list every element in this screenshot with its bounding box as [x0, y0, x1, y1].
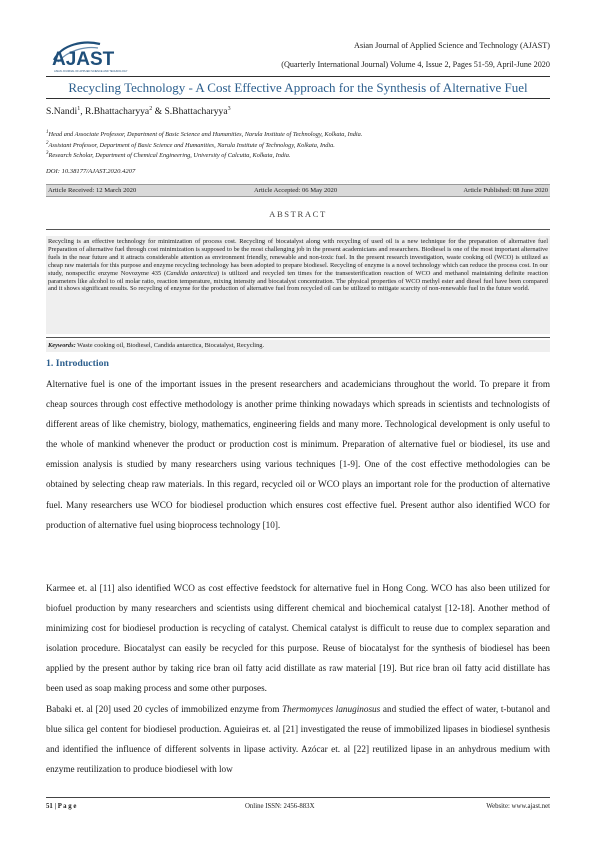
page-label: P a g e	[57, 803, 77, 810]
keywords	[48, 342, 264, 349]
website-link[interactable]: Website: www.ajast.net	[486, 803, 550, 810]
date-published: Article Published: 08 June 2020	[463, 186, 548, 194]
affiliation-line	[46, 140, 362, 151]
article-dates-bar	[46, 184, 550, 197]
journal-issue: (Quarterly International Journal) Volume 4, Issue 2, Pages 51-59, April-June 2020	[281, 60, 550, 69]
author-name: R.Bhattacharyya	[84, 106, 150, 118]
affiliation-line	[46, 129, 362, 140]
issn: Online ISSN: 2456-883X	[245, 803, 315, 810]
paragraph-text-part: and studied the effect of water, t-butanol and blue silica gel content for biodiesel production. Aguieiras et. al [21] investigated the reuse of immobilized lipases in biodiesel synthesis and identified the influence of different solvents in lipase activity. Azócar et. al [22] reutilized lipase in an anhydrous medium with enzyme reutilization to produce biodiesel with low	[46, 704, 550, 775]
abstract-text-part: ) is utilized and recycled ten times for the transesterification reaction of WCO and methanol maintaining definite reaction parameters like alcohol to oil molar ratio, reaction temperature, mixing intensity and biocatalyst concentration. The physical properties of WCO methyl ester and diesel fuel have been compared and it shows significant results. So recycling of enzyme for the production of alternative fuel from recycled oil can be utilized to mitigate scarcity of non-renewable fuel in the future world.	[48, 269, 548, 293]
keywords-list: Waste cooking oil, Biodiesel, Candida antarctica, Biocatalyst, Recycling.	[75, 342, 265, 349]
abstract-text-part: Recycling is an effective technology for minimization of process cost. Recycling of biocatalyst along with recycling of used oil is a new technique for the preparation of alternative fuel Preparation of alternative fuel through cost minimization is supposed to be the most challenging job in the present academicians and researchers. Biodiesel is one of the most important alternative fuels in the near future and it attracts considerable attention as environment friendly, renewable and non-toxic fuel. In the present research investigation, waste cooking oil (WCO) is utilized as cheap raw materials for this purpose and enzyme recycling technology has been adopted to prepare biodiesel. Recycling of enzyme is a novel technology which can reduce the process cost. In our study, nonspecific enzyme Novozyme 435 (	[48, 238, 548, 277]
page-number	[46, 803, 76, 810]
affiliation-number: 1	[46, 130, 49, 135]
author-superscript: 2	[149, 106, 153, 112]
abstract-heading: ABSTRACT	[269, 209, 327, 219]
journal-logo	[48, 38, 148, 74]
journal-name: Asian Journal of Applied Science and Technology (AJAST)	[354, 41, 550, 50]
keywords-label: Keywords:	[48, 342, 76, 349]
paper-title: Recycling Technology - A Cost Effective Approach for the Synthesis of Alternative Fuel	[68, 80, 528, 95]
keywords-rule	[46, 337, 550, 338]
affiliation-line	[46, 150, 362, 161]
abstract-rule	[46, 229, 550, 230]
paragraph: Karmee et. al [11] also identified WCO as cost effective feedstock for alternative fuel in Hong Cong. WCO has also been utilized for biofuel production by many researchers and scientists using different chemical and biochemical catalyst [12-18]. Another method of minimizing cost for biodiesel production is recycling of catalyst. Chemical catalyst is difficult to reuse due to complex separation and isolation procedure. Biocatalyst can easily be recycled for this purpose. Reuse of biocatalyst for the synthesis of biodiesel has been applied by the present author by taking rice bran oil fatty acid distillate as raw material [19]. But rice bran oil fatty acid distillate has been used as soap making process and some other purposes.	[46, 583, 550, 694]
author-separator: &	[152, 106, 165, 118]
paragraph-text-part: Babaki et. al [20] used 20 cycles of immobilized enzyme from	[46, 704, 283, 714]
affiliation-text: Assistant Professor, Department of Basic Science and Humanities, Narula Institute of Technology, Kolkata, India.	[48, 141, 335, 149]
abstract-italic: Candida antarctica	[166, 269, 217, 277]
affiliation-number: 3	[46, 151, 49, 156]
footer-rule	[46, 797, 550, 798]
doi-link[interactable]: DOI: 10.38177/AJAST.2020.4207	[46, 168, 136, 175]
author-superscript: 3	[227, 106, 231, 112]
author-separator: ,	[80, 106, 85, 118]
page-number-value: 51	[46, 803, 53, 810]
affiliations	[46, 129, 362, 161]
affiliation-text: Head and Associate Professor, Department of Basic Science and Humanities, Narula Institute of Technology, Kolkata, India.	[48, 131, 363, 139]
logo-tagline: ASIAN JOURNAL OF APPLIED SCIENCE AND TECHNOLOGY	[54, 70, 128, 73]
affiliation-text: Research Scholar, Department of Chemical Engineering, University of Calcutta, Kolkata, India.	[48, 152, 291, 160]
affiliation-number: 2	[46, 140, 49, 146]
paragraph: Alternative fuel is one of the important issues in the present researchers and academicians throughout the world. To prepare it from cheap sources through cost effective methodology is another prime thinking nowadays which spreads in scientists and technologists of different areas of like chemistry, biology, mathematics, engineering fields and many more. Technological development is only useful to the whole of mankind whenever the product or production cost is minimum. Preparation of alternative fuel or biodiesel, its use and emission analysis is studied by many researchers using various techniques [1-9]. One of the cost effective methodologies can be obtained by selecting cheap raw materials. In this regard, recycled oil or WCO plays an important role for the production of alternative fuel. Many researchers use WCO for biodiesel production which ensures cost effective fuel. Present author also identified WCO for production of alternative fuel using bioprocess technology [10].	[46, 379, 550, 530]
logo-text: AJAST	[52, 49, 115, 70]
author-list	[46, 106, 231, 117]
date-received: Article Received: 12 March 2020	[48, 186, 137, 194]
title-rule	[46, 98, 550, 99]
author-name: S.Nandi	[46, 106, 78, 118]
page-separator: |	[52, 803, 58, 810]
paragraph	[46, 699, 550, 789]
date-accepted: Article Accepted: 06 May 2020	[254, 186, 338, 194]
header-rule	[46, 76, 550, 77]
abstract-text	[48, 238, 548, 293]
author-name: S.Bhattacharyya	[164, 106, 228, 118]
section-heading: 1. Introduction	[46, 358, 109, 369]
author-superscript: 1	[77, 106, 81, 112]
paragraph-italic: Thermomyces lanuginosus	[282, 704, 381, 714]
